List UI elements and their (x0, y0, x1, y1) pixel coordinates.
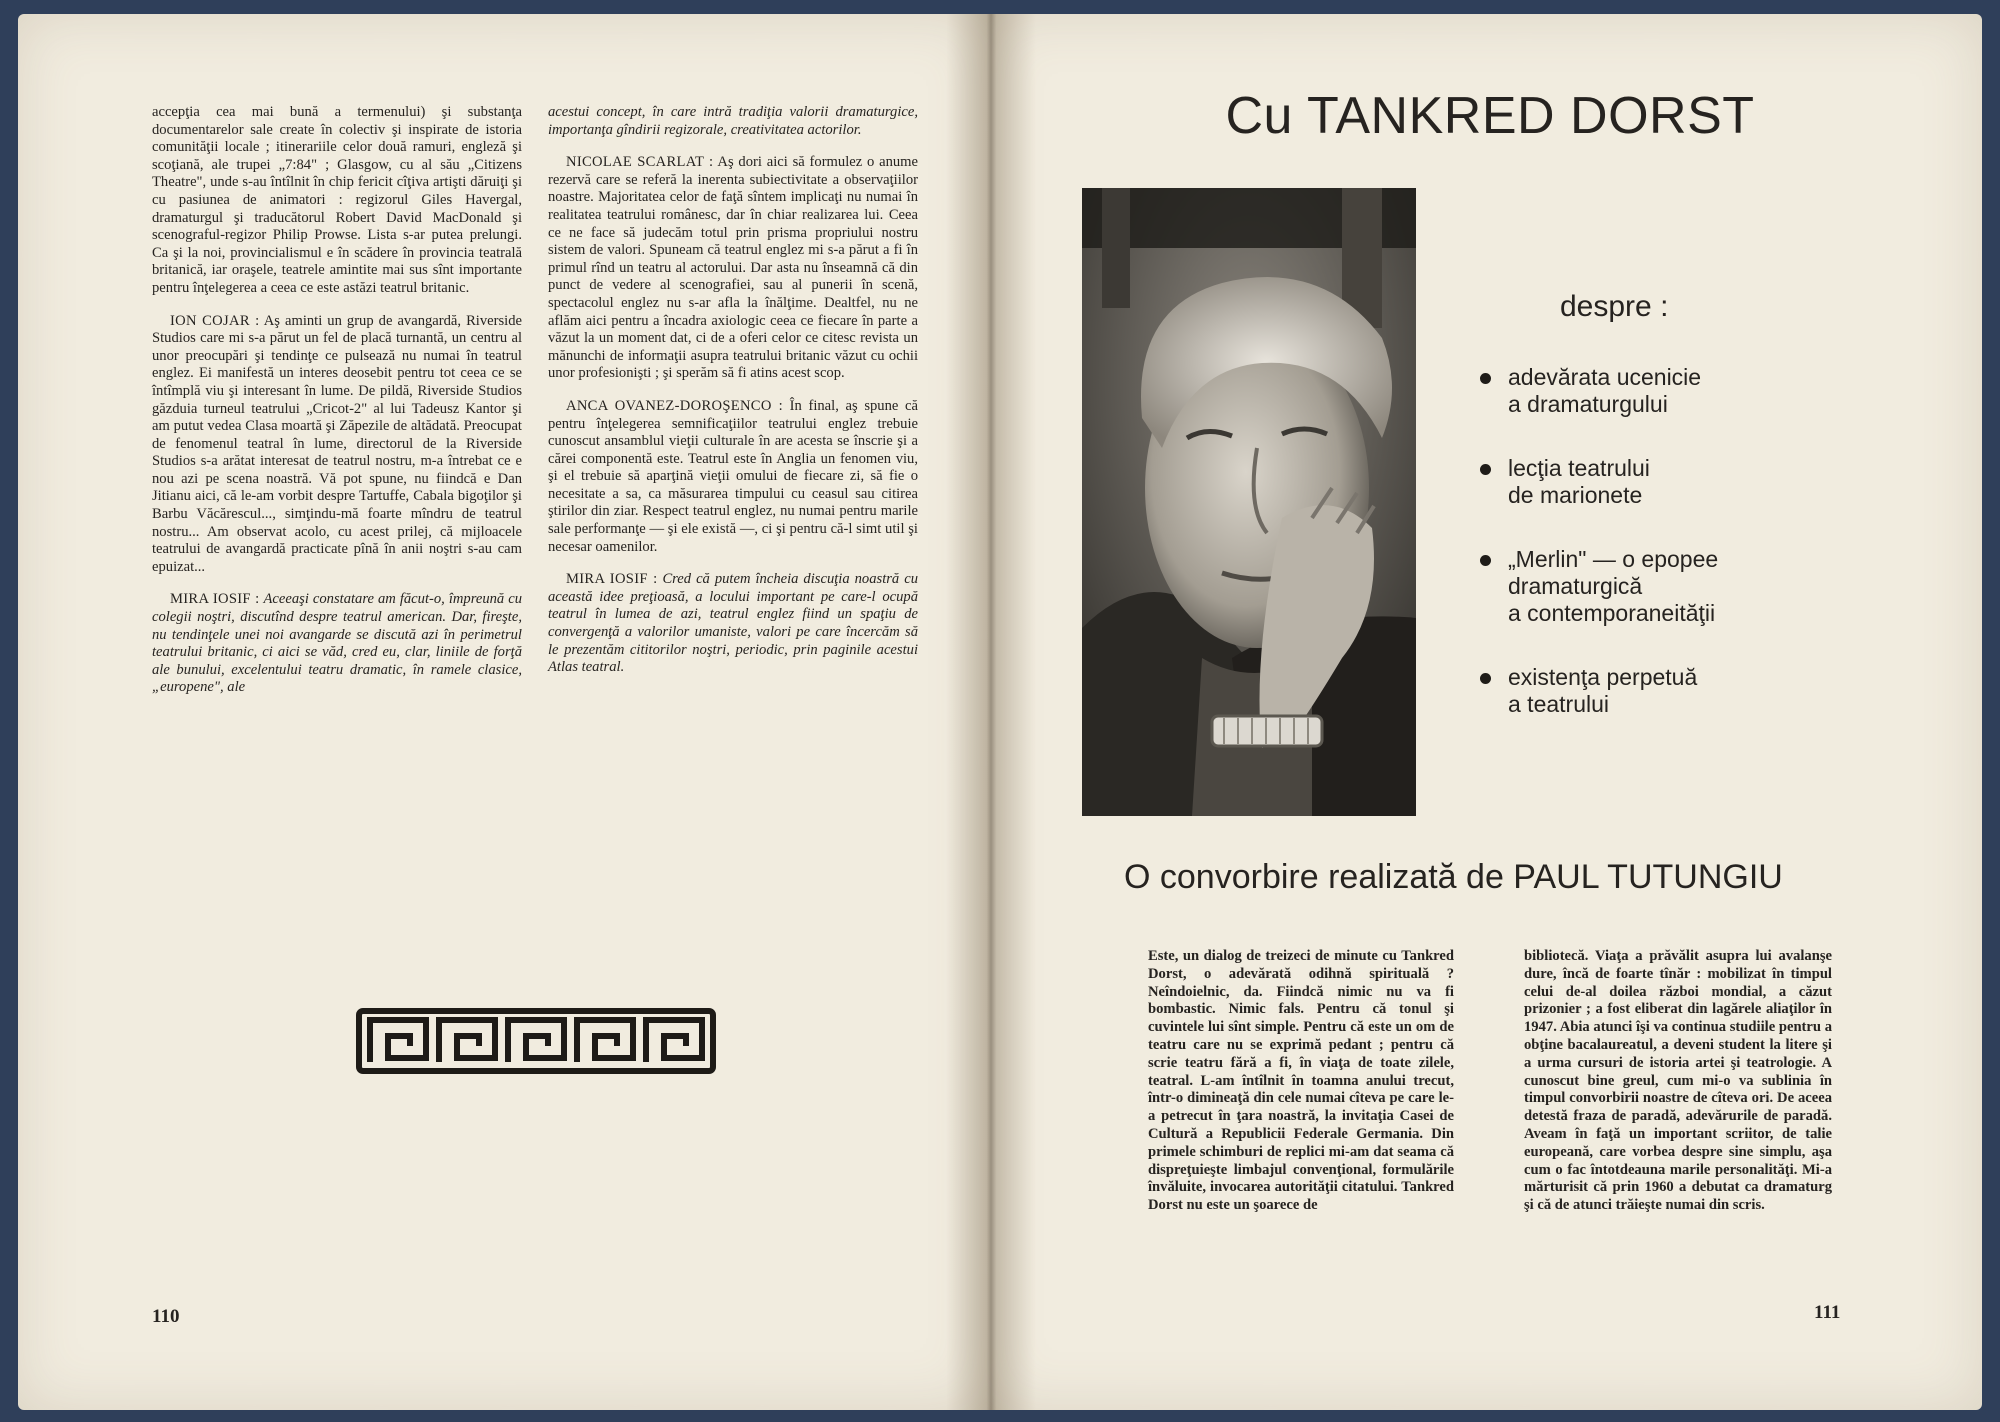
page-number-left: 110 (152, 1306, 180, 1327)
paragraph-text: În final, aş spune că pentru înţelegerea semnificaţiilor teatrului englez trebuie cunoscut ansamblul vieţii culturale în are acesta se înscrie şi a cărei componentă este. Teatrul este în Anglia un fenomen viu, şi el trebuie să aparţină vieţii omului de fiecare zi, să fie o necesitate a sa, ca măsurarea timpului cu ceasul sau citirea ştirilor din ziar. Respect teatrul englez, nu numai pentru marile sale performanţe — şi ele există —, ci şi pentru că-l simt util şi necesar oamenilor. (548, 397, 918, 555)
paragraph (548, 571, 918, 677)
topic-line: de marionete (1508, 482, 1643, 508)
topic-line: a contemporaneităţii (1508, 600, 1716, 626)
paragraph (548, 104, 918, 139)
paragraph-text: acestui concept, în care intră tradiţia valorii dramaturgice, importanţa gîndirii regizorale, creativitatea actorilor. (548, 104, 918, 138)
byline: O convorbire realizată de PAUL TUTUNGIU (1124, 858, 1783, 896)
speaker-name: MIRA IOSIF : (566, 571, 658, 588)
speaker-name: ANCA OVANEZ-DOROŞENCO : (566, 397, 783, 414)
speaker-name: NICOLAE SCARLAT : (566, 154, 714, 171)
greek-key-unit (370, 1020, 426, 1062)
article-title: Cu TANKRED DORST (1225, 87, 1755, 145)
intro-column-1: Este, un dialog de treizeci de minute cu Tankred Dorst, o adevărată odihnă spirituală ? Neîndoielnic, da. Fiindcă nimic nu va fi bombastic. Nimic fals. Pentru că tonul şi cuvintele lui sînt simple. Pentru că este un om de teatru care nu se exprimă pedant ; pentru că scrie teatru fără a fi, în viaţa de toate zilele, teatral. L-am întîlnit în toamna anului trecut, într-o dimineaţă din cele numai cîteva pe care le-a petrecut în ţara noastră, la invitaţia Casei de Cultură a Republicii Federale Germania. Din primele schimburi de replici mi-am dat seama că dispreţuieşte limbajul convenţional, formulările învăluite, invocarea autorităţii citatului. Tankred Dorst nu este un şoarece de (1148, 948, 1454, 1214)
paragraph (548, 154, 918, 383)
topic-item (1478, 364, 1898, 418)
paragraph (152, 591, 522, 697)
speaker-name: ION COJAR : (170, 312, 260, 329)
bullet-icon (1480, 673, 1491, 684)
paragraph (152, 313, 522, 577)
topic-line: existenţa perpetuă (1508, 664, 1698, 690)
bullet-icon (1480, 373, 1491, 384)
greek-key-unit (646, 1020, 702, 1062)
page-number-right: 111 (1814, 1302, 1841, 1323)
greek-key-unit (577, 1020, 633, 1062)
topic-item (1478, 664, 1898, 718)
bullet-icon (1480, 464, 1491, 475)
topic-item (1478, 546, 1898, 627)
topic-line: adevărata ucenicie (1508, 364, 1702, 390)
topics-list (1478, 364, 1898, 755)
paragraph (152, 104, 522, 298)
left-column-1 (152, 104, 522, 712)
paragraph-text: Cred că putem încheia discuţia noastră cu această idee preţioasă, a locului important pe care-l ocupă teatrul în lumea de azi, teatrul englez fiind un spaţiu de convergenţă a valorilor umaniste, valori pe care încercăm să le prezentăm cititorilor noştri, periodic, prin paginile acestui Atlas teatral. (548, 571, 918, 676)
greek-key-ornament (356, 1008, 716, 1074)
paragraph-text: Aceeaşi constatare am făcut-o, împreună cu colegii noştri, discutînd despre teatrul american. Dar, fireşte, nu tendinţele unei noi avangarde se discută azi în perimetrul teatrului britanic, ci aici se văd, cred eu, clar, liniile de forţă ale bunului, excelentului teatru dramatic, în ramele clasice, „europene", ale (152, 591, 522, 696)
book-gutter (946, 14, 1036, 1410)
topic-line: „Merlin" — o epopee (1508, 546, 1719, 572)
paragraph-text: Aş dori aici să formulez o anume rezervă care se referă la inerenta subiectivitate a observaţiilor noastre. Majoritatea celor de faţă sîntem implicaţi nu numai în realitatea teatrului românesc, dar în chiar realizarea lui. Ceea ce ne face să judecăm totul prin prisma propriului nostru sistem de valori. Spuneam că teatrul englez mi s-a părut a fi în primul rînd un teatru al actorului. Dar asta nu înseamnă că din punct de vedere al scenografiei, sau al punerii în scenă, spectacolul englez nu s-ar afla la înălţime. Dealtfel, nu ne aflăm aici pentru a încadra axiologic ceea ce fiecare în parte a văzut la un moment dat, ci de a oferi celor ce citesc revista un mănunchi de informaţii asupra teatrului britanic văzut cu ochii unor profesionişti ; şi sperăm să fi atins acest scop. (548, 154, 919, 382)
intro-column-2: bibliotecă. Viaţa a prăvălit asupra lui avalanşe dure, încă de foarte tînăr : mobilizat în timpul celui de-al doilea război mondial, a căzut prizonier ; a fost eliberat din lagărele aliaţilor în 1947. Abia atunci îşi va continua studiile pentru a obţine bacalaureatul, a deveni student la litere şi a urma cursuri de istoria artei şi teatrologie. A cunoscut bine greul, cum mi-o va sublinia în timpul convorbirii noastre de cîteva ori. De aceea detestă fraza de paradă, adevărurile de paradă. Aveam în faţă un important scriitor, de talie europeană, care vorbea despre sine simplu, aşa cum o fac întotdeauna marile personalităţi. Mi-a mărturisit că prin 1960 a debutat ca dramaturg şi că de atunci trăieşte numai din scris. (1524, 948, 1832, 1214)
topic-item (1478, 455, 1898, 509)
topic-line: lecţia teatrului (1508, 455, 1650, 481)
greek-key-unit (439, 1020, 495, 1062)
topic-line: a teatrului (1508, 691, 1610, 717)
paragraph-text: accepţia cea mai bună a termenului) şi substanţa documentarelor sale create în colectiv şi inspirate de istoria comunităţii locale ; itinerariile celor două ramuri, engleză şi scoţiană, ale trupei „7:84" ; Glasgow, cu al său „Citizens Theatre", unde s-au întîlnit în chip fericit cîţiva artişti dăruiţi şi cu pasiunea de animatori : regizorul Giles Havergal, dramaturgul şi traducătorul Robert David MacDonald şi scenograful-regizor Philip Prowse. Lista s-ar putea prelungi. Ca şi la noi, provincialismul e în scădere în provincia teatrală britanică, iar oraşele, teatrele amintite mai sus sînt importante pentru înţelegerea a ceea ce este astăzi teatrul britanic. (152, 104, 522, 296)
greek-key-unit (508, 1020, 564, 1062)
speaker-name: MIRA IOSIF : (170, 591, 260, 608)
bullet-icon (1480, 555, 1491, 566)
topic-line: a dramaturgului (1508, 391, 1668, 417)
paragraph (548, 398, 918, 556)
left-column-2 (548, 104, 918, 692)
topic-line: dramaturgică (1508, 573, 1643, 599)
portrait-photo (1082, 188, 1416, 816)
paragraph-text: Aş aminti un grup de avangardă, Riverside Studios care mi s-a părut un fel de placă turnantă, un centru al unor preocupări şi tendinţe ce pulsează nu numai în teatrul englez. Ei manifestă un interes deosebit pentru tot ceea ce se întîmplă viu şi interesant în lume. De pildă, Riverside Studios găzduia turneul teatrului „Cricot-2" al lui Tadeusz Kantor şi am putut vedea Clasa moartă şi Zăpezile de altădată. Preocupat de fenomenul teatral în lume, directorul de la Riverside Studios s-a arătat interesat de teatrul nostru, m-a întrebat ce e nou azi pe scena noastră. Vă pot spune, nu fiindcă e Dan Jitianu aici, că le-am vorbit despre Tartuffe, Cabala bigoţilor şi Barbu Văcărescul..., simţindu-mă foarte mîndru de teatrul nostru... Am observat acolo, cu acest prilej, că mijloacele teatrului de avangardă practicate pînă în anii noştri s-au cam epuizat... (152, 312, 522, 575)
about-heading: despre : (1560, 290, 1669, 323)
